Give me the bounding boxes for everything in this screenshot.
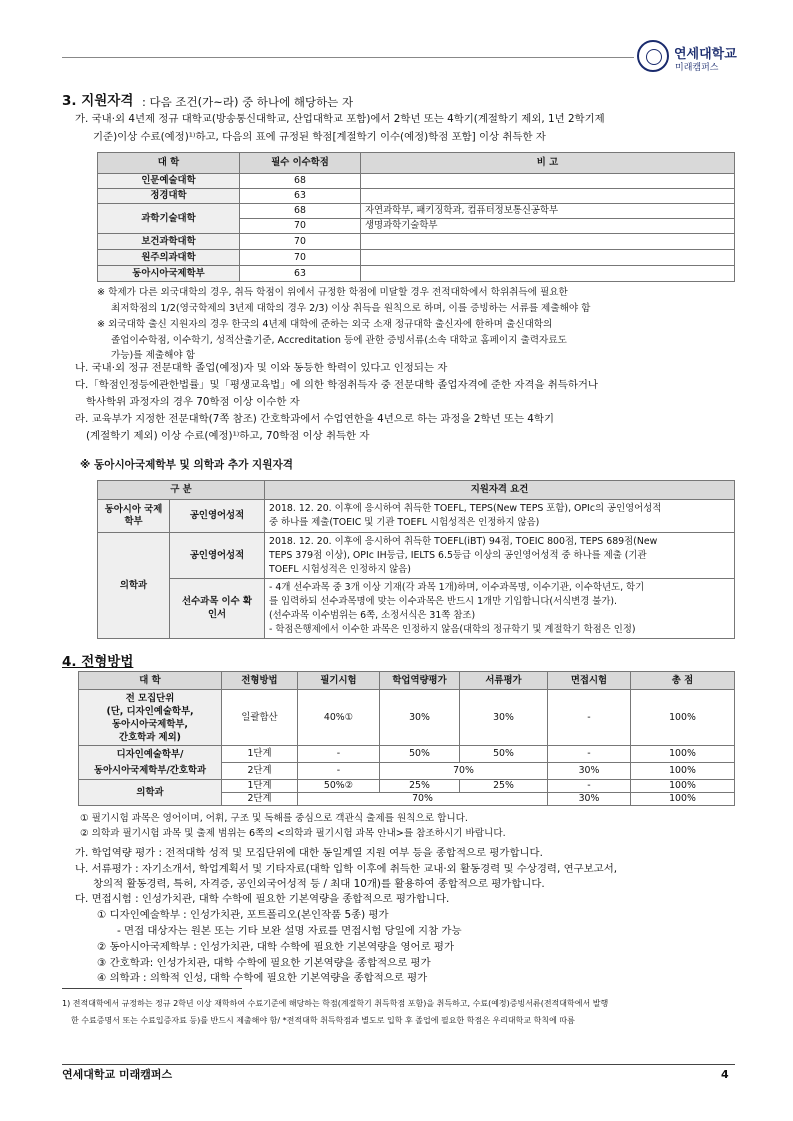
medical-english-requirement: 2018. 12. 20. 이후에 응시하여 취득한 TOEFL(iBT) 94점, TOEIC 800점, TEPS 689점(New TEPS 379점 이상), OPIc IH등급, IELTS 6.5등급 이상의 공인영어성적 중 하나를 제출 (기관 TOEFL 시험성적은 인정하지 않음): [265, 533, 735, 579]
note-line: 가능)를 제출해야 함: [111, 350, 195, 361]
interview-design: ① 디자인예술학부 : 인성가치관, 포트폴리오(본인작품 5종) 평가: [97, 909, 389, 921]
table-cell: 일괄합산: [222, 690, 298, 746]
table-cell: 50%②: [298, 780, 380, 793]
table-cell: [361, 174, 735, 189]
category-english-score: 공인영어성적: [170, 533, 265, 579]
logo-university-name: 연세대학교: [674, 47, 737, 62]
method-header-document: 서류평가: [460, 672, 548, 690]
table-cell: 2단계: [222, 763, 298, 780]
unit-design-dongasia-nursing: 디자인예술학부/ 동아시아국제학부/간호학과: [79, 746, 222, 780]
section4-title: 4. 전형방법: [62, 654, 134, 670]
extra-table-header-requirement: 지원자격 요건: [265, 481, 735, 500]
table-cell: 63: [240, 189, 361, 204]
table-cell: 68: [240, 174, 361, 189]
eval-interview: 다. 면접시험 : 인성가치관, 대학 수학에 필요한 기본역량을 종합적으로 평가합니다.: [75, 893, 450, 905]
note-line: 졸업이수학점, 이수학기, 성적산출기준, Accreditation 등에 관한 증빙서류(소속 대학교 홈페이지 출력자료도: [111, 335, 567, 346]
table-cell: 30%: [548, 763, 631, 780]
item-da-line2: 학사학위 과정자의 경우 70학점 이상 이수한 자: [86, 396, 300, 408]
interview-medical: ④ 의학과 : 의학적 인성, 대학 수학에 필요한 기본역량을 종합적으로 평가: [97, 972, 428, 984]
item-ra-line1: 라. 교육부가 지정한 전문대학(7쪽 참조) 간호학과에서 수업연한을 4년으로 하는 과정을 2학년 또는 4학기: [75, 413, 554, 425]
method-header-type: 전형방법: [222, 672, 298, 690]
footer-university: 연세대학교 미래캠퍼스: [62, 1068, 173, 1081]
section3-subtitle: : 다음 조건(가~라) 중 하나에 해당하는 자: [142, 95, 354, 109]
table-cell: 70: [240, 250, 361, 266]
table-cell: 인문예술대학: [98, 174, 240, 189]
unit-all: 전 모집단위 (단, 디자인예술학부, 동아시아국제학부, 간호학과 제외): [79, 690, 222, 746]
footnote-line1: 1) 전적대학에서 규정하는 정규 2학년 이상 재학하여 수료기준에 해당하는 학점(계절학기 취득학점 포함)을 취득하고, 수료(예정)증빙서류(전적대학에서 발행: [62, 999, 609, 1008]
table-cell: 70: [240, 234, 361, 250]
method-footnote-1: ① 필기시험 과목은 영어이며, 어휘, 구조 및 독해를 중심으로 객관식 출제를 원칙으로 합니다.: [80, 813, 468, 824]
footnote-line2: 한 수료증명서 또는 수료입증자료 등)를 반드시 제출해야 함/ *전적대학 취득학점과 별도로 입학 후 졸업에 필요한 학점은 우리대학교 학칙에 따름: [71, 1016, 575, 1025]
method-footnote-2: ② 의학과 필기시험 과목 및 출제 범위는 6쪽의 <의학과 필기시험 과목 안내>를 참조하시기 바랍니다.: [80, 828, 506, 839]
credit-table-header-note: 비 고: [361, 153, 735, 174]
table-cell: [361, 234, 735, 250]
credit-table: [97, 152, 735, 282]
extra-table-header-category: 구 분: [98, 481, 265, 500]
note-line: ※ 외국대학 출신 지원자의 경우 한국의 4년제 대학에 준하는 외국 소재 정규대학 출신자에 한하며 출신대학의: [97, 319, 553, 330]
table-cell: 100%: [631, 780, 735, 793]
unit-medical: 의학과: [79, 780, 222, 806]
table-cell: 2단계: [222, 793, 298, 806]
table-cell: 30%: [548, 793, 631, 806]
method-header-academic: 학업역량평가: [380, 672, 460, 690]
category-dongasia: 동아시아 국제학부: [98, 500, 170, 533]
interview-dongasia: ② 동아시아국제학부 : 인성가치관, 대학 수학에 필요한 기본역량을 영어로 평가: [97, 941, 454, 953]
table-cell: 100%: [631, 746, 735, 763]
table-cell: 1단계: [222, 746, 298, 763]
table-cell: 동아시아국제학부: [98, 266, 240, 282]
table-cell: -: [548, 690, 631, 746]
table-cell: 70%: [298, 793, 548, 806]
method-header-total: 총 점: [631, 672, 735, 690]
credit-table-header-college: 대 학: [98, 153, 240, 174]
dongasia-requirement: 2018. 12. 20. 이후에 응시하여 취득한 TOEFL, TEPS(New TEPS 포함), OPIc의 공인영어성적 중 하나를 제출(TOEIC 및 기관 TOEFL 시험성적은 인정하지 않음): [265, 500, 735, 533]
credit-table-header-credit: 필수 이수학점: [240, 153, 361, 174]
eval-document-line1: 나. 서류평가 : 자기소개서, 학업계획서 및 기타자료(대학 입학 이후에 취득한 교내·외 활동경력 및 수상경력, 연구보고서,: [75, 863, 618, 875]
table-cell: 25%: [460, 780, 548, 793]
method-header-college: 대 학: [79, 672, 222, 690]
table-cell: 40%①: [298, 690, 380, 746]
table-cell: -: [548, 746, 631, 763]
table-cell: 생명과학기술학부: [361, 219, 735, 234]
category-prereq-certificate: 선수과목 이수 확인서: [170, 579, 265, 639]
table-cell: -: [298, 763, 380, 780]
note-line: ※ 학제가 다른 외국대학의 경우, 취득 학점이 위에서 규정한 학점에 미달할 경우 전적대학에서 학위취득에 필요한: [97, 287, 568, 298]
item-ga-line1: 가. 국내·외 4년제 정규 대학교(방송통신대학교, 산업대학교 포함)에서 2학년 또는 4학기(계절학기 제외, 1년 2학기제: [75, 113, 605, 125]
logo-campus: 미래캠퍼스: [675, 63, 719, 73]
table-cell: [361, 266, 735, 282]
table-cell: [361, 189, 735, 204]
header-rule: [62, 57, 634, 58]
eval-academic: 가. 학업역량 평가 : 전적대학 성적 및 모집단위에 대한 동일계열 지원 여부 등을 종합적으로 평가합니다.: [75, 847, 543, 859]
table-cell: -: [298, 746, 380, 763]
eval-document-line2: 창의적 활동경력, 특허, 자격증, 공인외국어성적 등 / 최대 10개)를 활용하여 종합적으로 평가합니다.: [93, 878, 545, 890]
table-cell: [361, 250, 735, 266]
table-cell: 70: [240, 219, 361, 234]
table-cell: 50%: [460, 746, 548, 763]
interview-design-note: - 면접 대상자는 원본 또는 기타 보완 설명 자료를 면접시험 당일에 지참 가능: [117, 925, 462, 937]
extra-requirement-title: ※ 동아시아국제학부 및 의학과 추가 지원자격: [80, 459, 293, 471]
item-ga-line2: 기준)이상 수료(예정)¹⁾하고, 다음의 표에 규정된 학점[계절학기 이수(예정)학점 포함] 이상 취득한 자: [93, 131, 546, 143]
university-seal-icon: [637, 40, 669, 72]
table-cell: 100%: [631, 690, 735, 746]
table-cell: 100%: [631, 763, 735, 780]
prereq-requirement: - 4개 선수과목 중 3개 이상 기재(각 과목 1개)하며, 이수과목명, 이수기관, 이수학년도, 학기 를 입력하되 선수과목명에 맞는 이수과목은 반드시 1개만 기입합니다(서식변경 불가). (선수과목 이수범위는 6쪽, 소정서식은 31쪽 참조) - 학점은행제에서 이수한 과목은 인정하지 않음(대학의 정규학기 및 계절학기 학점은 인정): [265, 579, 735, 639]
extra-requirement-table: [97, 480, 735, 639]
selection-method-table: [78, 671, 735, 806]
table-cell: 30%: [380, 690, 460, 746]
method-header-interview: 면접시험: [548, 672, 631, 690]
table-cell: 정경대학: [98, 189, 240, 204]
table-cell: 70%: [380, 763, 548, 780]
table-cell: 30%: [460, 690, 548, 746]
note-line: 최저학점의 1/2(영국학제의 3년제 대학의 경우 2/3) 이상 취득을 원칙으로 하며, 이를 증빙하는 서류를 제출해야 함: [111, 303, 591, 314]
table-cell: 과학기술대학: [98, 204, 240, 234]
table-cell: 63: [240, 266, 361, 282]
page-number: 4: [721, 1068, 729, 1081]
category-medical: 의학과: [98, 533, 170, 639]
table-cell: 원주의과대학: [98, 250, 240, 266]
table-cell: 68: [240, 204, 361, 219]
category-english-score: 공인영어성적: [170, 500, 265, 533]
footnote-rule: [62, 988, 242, 989]
table-cell: 보건과학대학: [98, 234, 240, 250]
table-cell: 자연과학부, 패키징학과, 컴퓨터정보통신공학부: [361, 204, 735, 219]
item-da-line1: 다.「학점인정등에관한법률」및「평생교육법」에 의한 학점취득자 중 전문대학 졸업자격에 준한 자격을 취득하거나: [75, 379, 598, 391]
table-cell: 50%: [380, 746, 460, 763]
table-cell: -: [548, 780, 631, 793]
table-cell: 25%: [380, 780, 460, 793]
table-cell: 100%: [631, 793, 735, 806]
table-cell: 1단계: [222, 780, 298, 793]
footer-rule: [62, 1064, 735, 1065]
item-na: 나. 국내·외 정규 전문대학 졸업(예정)자 및 이와 동등한 학력이 있다고 인정되는 자: [75, 362, 448, 374]
section3-title: 3. 지원자격: [62, 93, 134, 109]
method-header-written: 필기시험: [298, 672, 380, 690]
item-ra-line2: (계절학기 제외) 이상 수료(예정)¹⁾하고, 70학점 이상 취득한 자: [86, 430, 370, 442]
interview-nursing: ③ 간호학과: 인성가치관, 대학 수학에 필요한 기본역량을 종합적으로 평가: [97, 957, 431, 969]
